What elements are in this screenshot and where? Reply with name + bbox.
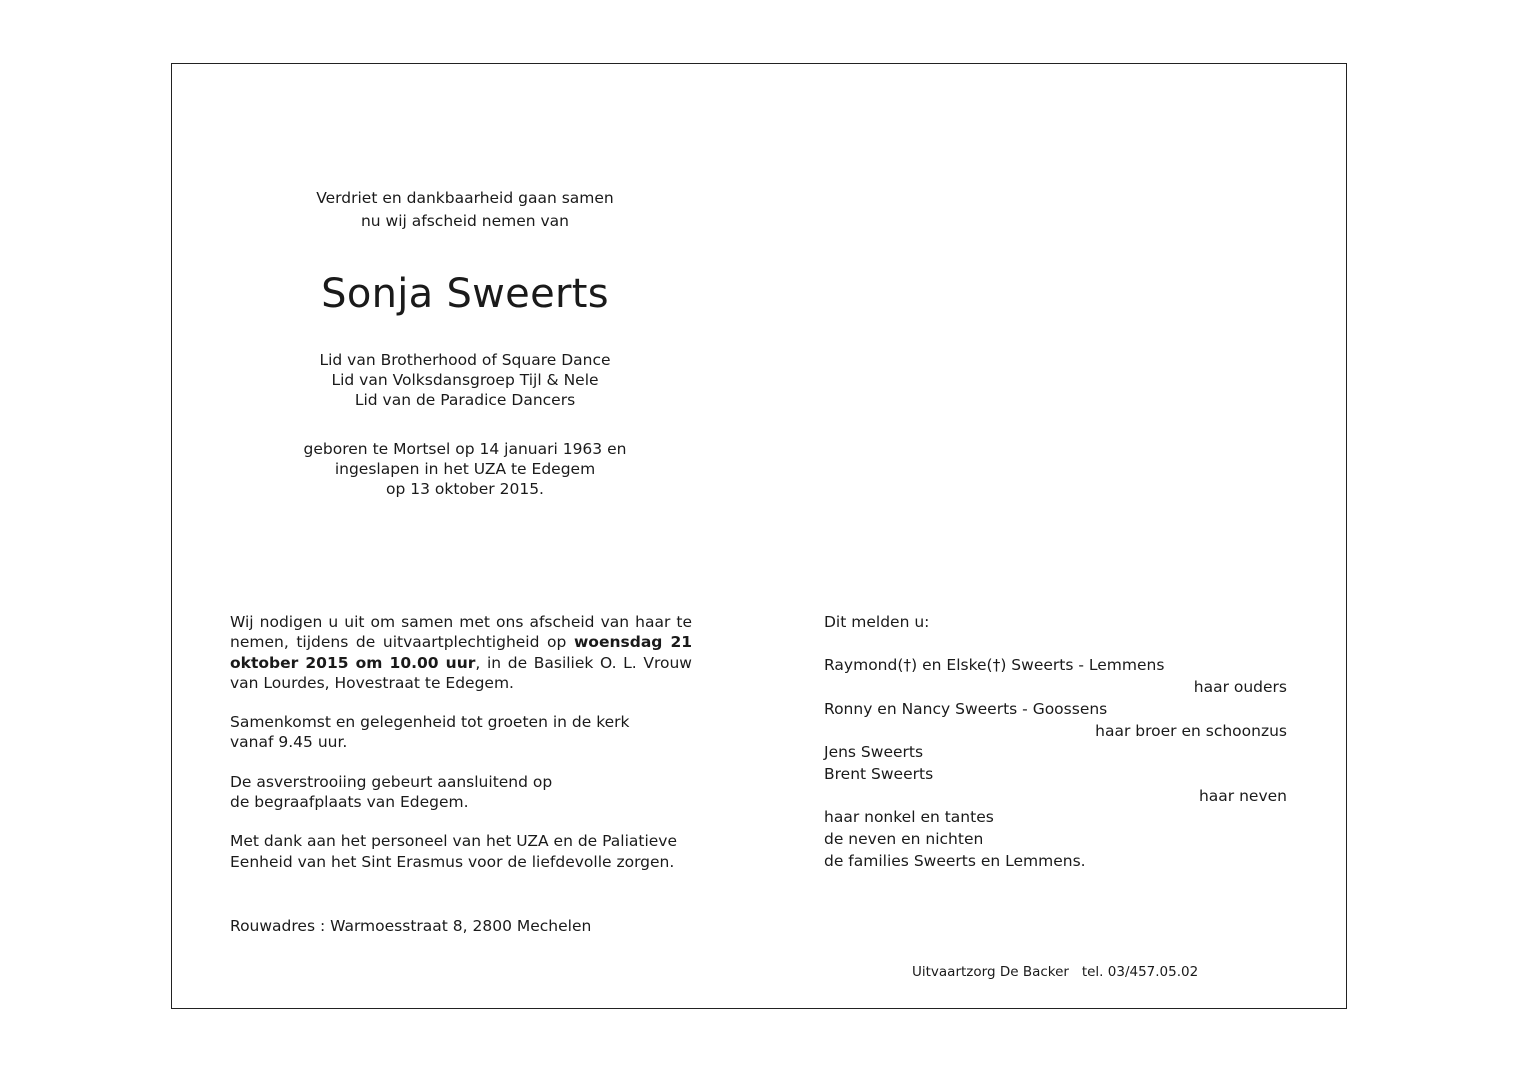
membership-item: Lid van de Paradice Dancers <box>354 391 576 409</box>
gathering-line-1: Samenkomst en gelegenheid tot groeten in de kerk <box>230 713 630 732</box>
thanks-line-2: Eenheid van het Sint Erasmus voor de liefdevolle zorgen. <box>230 852 675 871</box>
deceased-name: Sonja Sweerts <box>321 271 609 317</box>
ceremony-datetime: woensdag 21 oktober 2015 om 10.00 uur <box>230 633 693 672</box>
announcer-parents: Raymond(†) en Elske(†) Sweerts - Lemmens <box>824 656 1165 675</box>
announcer-brother: Ronny en Nancy Sweerts - Goossens <box>824 699 1108 718</box>
thanks-line-1: Met dank aan het personeel van het UZA en de Paliatieve <box>230 832 678 851</box>
intro-line-1: Verdriet en dankbaarheid gaan samen <box>316 189 614 207</box>
intro-text <box>265 187 665 233</box>
birth-line-1: geboren te Mortsel op 14 januari 1963 en <box>303 440 627 458</box>
scattering-line-1: De asverstrooiing gebeurt aansluitend op <box>230 772 553 791</box>
membership-item: Lid van Brotherhood of Square Dance <box>319 351 611 369</box>
mourning-address: Rouwadres : Warmoesstraat 8, 2800 Mechelen <box>230 917 592 935</box>
scattering-line-2: de begraafplaats van Edegem. <box>230 793 469 812</box>
invitation-text <box>230 612 692 693</box>
relation-parents: haar ouders <box>1193 678 1287 697</box>
announcer-families: de families Sweerts en Lemmens. <box>824 851 1086 870</box>
undertaker-info: Uitvaartzorg De Backer tel. 03/457.05.02 <box>912 964 1199 980</box>
membership-item: Lid van Volksdansgroep Tijl & Nele <box>331 371 599 389</box>
memberships <box>265 350 665 410</box>
announcer-cousins: de neven en nichten <box>824 830 984 849</box>
invitation-part-1: Wij nodigen u uit om samen met ons afscheid van haar te nemen, tijdens de uitvaartplechtigheid op <box>230 613 692 652</box>
ceremony-info <box>230 612 692 872</box>
invitation-part-2: , in de Basiliek O. L. Vrouw van Lourdes, Hovestraat te Edegem. <box>230 653 692 692</box>
birth-line-3: op 13 oktober 2015. <box>386 480 544 498</box>
birth-line-2: ingeslapen in het UZA te Edegem <box>334 460 596 478</box>
announcers-heading: Dit melden u: <box>824 613 930 631</box>
announcers <box>824 612 1287 872</box>
relation-brother: haar broer en schoonzus <box>1095 721 1287 740</box>
birth-death-info <box>255 439 675 499</box>
announcer-uncle-aunts: haar nonkel en tantes <box>824 808 994 827</box>
announcer-nephew-2: Brent Sweerts <box>824 764 934 783</box>
gathering-line-2: vanaf 9.45 uur. <box>230 733 348 752</box>
relation-nephews: haar neven <box>1198 786 1287 805</box>
announcer-nephew-1: Jens Sweerts <box>824 743 924 762</box>
intro-line-2: nu wij afscheid nemen van <box>360 212 570 230</box>
